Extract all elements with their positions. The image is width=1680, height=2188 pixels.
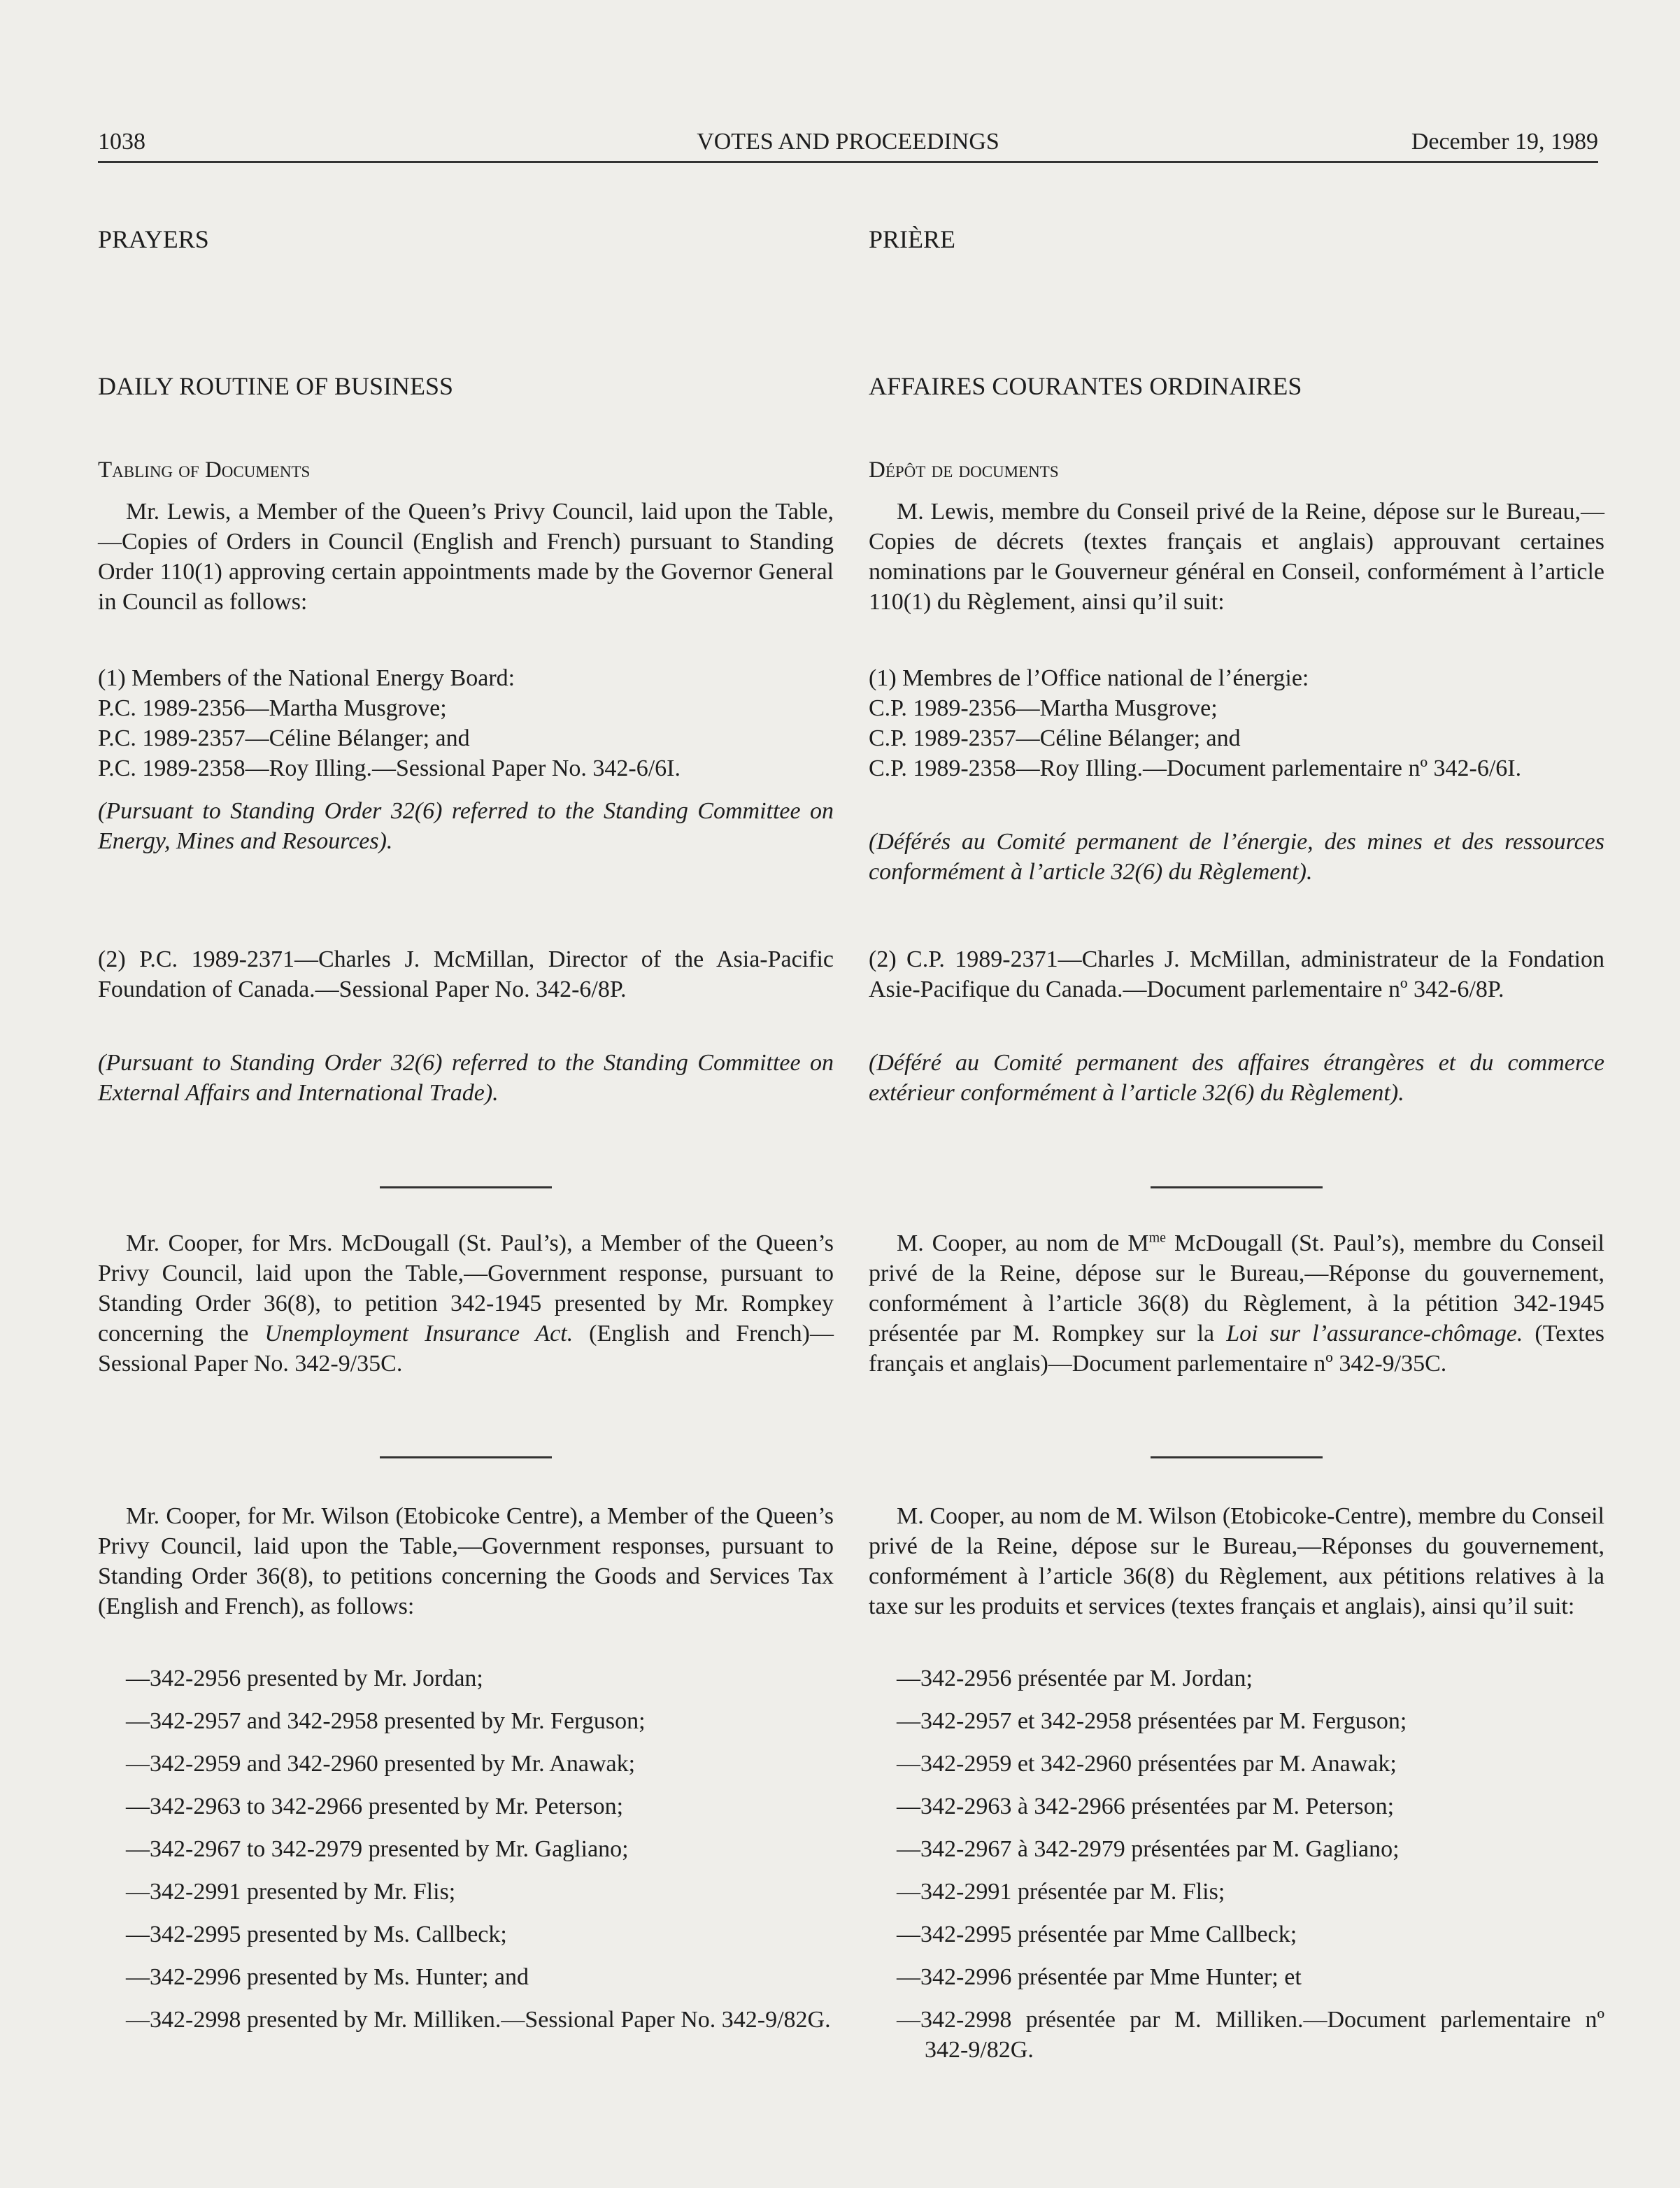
tabling-subheading: Tabling of Documents: [98, 457, 311, 483]
reference-2: (Déféré au Comité permanent des affaires étrangères et du commerce extérieur conformément à l’article 32(6) du Règlement).: [869, 1050, 1604, 1106]
routine-heading: AFFAIRES COURANTES ORDINAIRES: [869, 372, 1302, 400]
petition-item: —342-2957 et 342-2958 présentées par M. Ferguson;: [897, 1708, 1407, 1734]
petition-item: —342-2998 presented by Mr. Milliken.—Sessional Paper No. 342-9/82G.: [126, 2007, 831, 2033]
reference-1: (Déférés au Comité permanent de l’énergie, des mines et des ressources conformément à l’article 32(6) du Règlement).: [869, 829, 1604, 885]
item-1-line-b: P.C. 1989-2357—Céline Bélanger; and: [98, 725, 470, 751]
item-1-line-c: P.C. 1989-2358—Roy Illing.—Sessional Paper No. 342-6/6I.: [98, 755, 681, 781]
petition-item: —342-2956 presented by Mr. Jordan;: [126, 1665, 483, 1691]
reference-1: (Pursuant to Standing Order 32(6) referred to the Standing Committee on Energy, Mines and Resources).: [98, 798, 834, 854]
petition-item: —342-2995 présentée par Mme Callbeck;: [897, 1921, 1297, 1947]
divider: [380, 1186, 552, 1188]
act-title: Unemployment Insurance Act.: [264, 1321, 574, 1347]
petition-item: —342-2967 à 342-2979 présentées par M. Gagliano;: [897, 1836, 1400, 1862]
page-date: December 19, 1989: [1411, 129, 1598, 155]
paragraph-2-end: (English and French)—Sessional Paper No. 342-9/35C.: [98, 1321, 834, 1377]
divider: [1151, 1456, 1323, 1458]
petition-item: —342-2967 to 342-2979 presented by Mr. Gagliano;: [126, 1836, 629, 1862]
tabling-subheading: Dépôt de documents: [869, 457, 1059, 483]
petition-item: —342-2996 présentée par Mme Hunter; et: [897, 1964, 1302, 1990]
petition-item: —342-2995 presented by Ms. Callbeck;: [126, 1921, 507, 1947]
petition-item: —342-2959 and 342-2960 presented by Mr. Anawak;: [126, 1751, 636, 1777]
petition-item: —342-2957 and 342-2958 presented by Mr. Ferguson;: [126, 1708, 646, 1734]
petition-item: —342-2998 présentée par M. Milliken.—Document parlementaire nº 342-9/82G.: [897, 2007, 1604, 2063]
paragraph-2: [98, 1228, 834, 1379]
petition-item: —342-2963 to 342-2966 presented by Mr. Peterson;: [126, 1793, 624, 1819]
item-1-title: (1) Membres de l’Office national de l’énergie:: [869, 665, 1309, 691]
petition-item: —342-2996 presented by Ms. Hunter; and: [126, 1964, 529, 1990]
prayers-heading: PRAYERS: [98, 225, 209, 253]
item-1-title: (1) Members of the National Energy Board:: [98, 665, 515, 691]
petition-item: —342-2959 et 342-2960 présentées par M. Anawak;: [897, 1751, 1397, 1777]
reference-2: (Pursuant to Standing Order 32(6) referred to the Standing Committee on External Affairs and International Trade).: [98, 1050, 834, 1106]
petition-item: —342-2991 presented by Mr. Flis;: [126, 1879, 456, 1905]
page-number: 1038: [98, 129, 145, 155]
prayers-heading: PRIÈRE: [869, 225, 956, 253]
petition-list: [98, 1663, 834, 2035]
paragraph-3: M. Cooper, au nom de M. Wilson (Etobicoke-Centre), membre du Conseil privé de la Reine, dépose sur le Bureau,—Réponses du gouvernement, conformément à l’article 36(8) du Règlement, aux pétitions relatives à la taxe sur les produits et services (textes français et anglais), ainsi qu’il suit:: [869, 1503, 1604, 1619]
item-2: (2) C.P. 1989-2371—Charles J. McMillan, administrateur de la Fondation Asie-Pacifique du Canada.—Document parlementaire nº 342-6/8P.: [869, 946, 1604, 1002]
item-1-line-b: C.P. 1989-2357—Céline Bélanger; and: [869, 725, 1241, 751]
item-1-line-a: P.C. 1989-2356—Martha Musgrove;: [98, 695, 447, 721]
divider: [1151, 1186, 1323, 1188]
item-1-line-c: C.P. 1989-2358—Roy Illing.—Document parlementaire nº 342-6/6I.: [869, 755, 1522, 781]
publication-title: VOTES AND PROCEEDINGS: [697, 129, 999, 155]
item-1-line-a: C.P. 1989-2356—Martha Musgrove;: [869, 695, 1218, 721]
divider: [380, 1456, 552, 1458]
paragraph-2-cont: McDougall (St. Paul’s), membre du Conseil privé de la Reine, dépose sur le Bureau,—Réponse du gouvernement, conformément à l’article 36(8) du Règlement, à la pétition 342-1945 présentée par M. Rompkey sur la: [869, 1230, 1604, 1347]
page-header: [98, 125, 1598, 163]
title-abbrev: me: [1148, 1230, 1167, 1246]
paragraph-2-text: Mr. Cooper, for Mrs. McDougall (St. Paul’s), a Member of the Queen’s Privy Council, laid upon the Table,—Government response, pursuant to Standing Order 36(8), to petition 342-1945 presented by Mr. Rompkey concerning the: [98, 1230, 834, 1347]
routine-heading: DAILY ROUTINE OF BUSINESS: [98, 372, 454, 400]
petition-item: —342-2956 présentée par M. Jordan;: [897, 1665, 1253, 1691]
petition-item: —342-2991 présentée par M. Flis;: [897, 1879, 1225, 1905]
petition-list: [869, 1663, 1604, 2065]
paragraph-1: Mr. Lewis, a Member of the Queen’s Privy Council, laid upon the Table,—Copies of Orders in Council (English and French) pursuant to Standing Order 110(1) approving certain appointments made by the Governor General in Council as follows:: [98, 499, 834, 615]
act-title: Loi sur l’assurance-chômage.: [1226, 1321, 1523, 1347]
item-2: (2) P.C. 1989-2371—Charles J. McMillan, Director of the Asia-Pacific Foundation of Canada.—Sessional Paper No. 342-6/8P.: [98, 946, 834, 1002]
paragraph-3: Mr. Cooper, for Mr. Wilson (Etobicoke Centre), a Member of the Queen’s Privy Council, laid upon the Table,—Government responses, pursuant to Standing Order 36(8), to petitions concerning the Goods and Services Tax (English and French), as follows:: [98, 1503, 834, 1619]
paragraph-2-text: M. Cooper, au nom de M: [897, 1230, 1149, 1256]
paragraph-2-end: (Textes français et anglais)—Document parlementaire nº 342-9/35C.: [869, 1321, 1604, 1377]
paragraph-1: M. Lewis, membre du Conseil privé de la Reine, dépose sur le Bureau,—Copies de décrets (textes français et anglais) approuvant certaines nominations par le Gouverneur général en Conseil, conformément à l’article 110(1) du Règlement, ainsi qu’il suit:: [869, 499, 1604, 615]
petition-item: —342-2963 à 342-2966 présentées par M. Peterson;: [897, 1793, 1395, 1819]
paragraph-2: [869, 1228, 1604, 1379]
